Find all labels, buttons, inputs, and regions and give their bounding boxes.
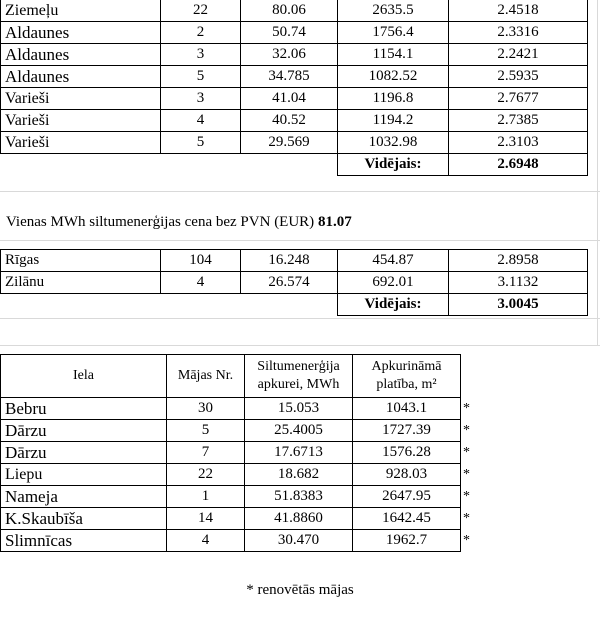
table-row [1,486,491,508]
renovated-mark: * [463,466,470,482]
area-cell: 1962.7 [353,530,461,552]
street-cell: Aldaunes [1,66,161,88]
house-number-cell: 5 [161,132,241,154]
table-row [1,464,491,486]
empty-cell [1,294,161,316]
area-cell: 1032.98 [338,132,449,154]
table-row [1,44,588,66]
area-cell: 1756.4 [338,22,449,44]
house-number-cell: 2 [161,22,241,44]
ratio-cell: 2.3316 [449,22,588,44]
footnote-renovated: * renovētās mājas [246,582,354,598]
energy-cell: 17.6713 [245,442,353,464]
table-body-3 [1,398,491,552]
table-row [1,0,588,22]
sheet-gridline [0,318,600,319]
renovated-mark: * [463,488,470,504]
street-cell: Varieši [1,132,161,154]
table-row [1,88,588,110]
house-number-cell: 14 [167,508,245,530]
house-number-cell: 4 [161,272,241,294]
ratio-cell: 3.1132 [449,272,588,294]
table-row [1,420,491,442]
average-label: Vidējais: [338,154,449,176]
header-house-number: Mājas Nr. [167,355,245,398]
header-energy: Siltumenerģija apkurei, MWh [245,355,353,398]
table-row [1,530,491,552]
table-row [1,250,588,272]
house-number-cell: 22 [161,0,241,22]
table-row [1,110,588,132]
house-number-cell: 7 [167,442,245,464]
energy-cell: 30.470 [245,530,353,552]
ratio-cell: 2.7385 [449,110,588,132]
table-header-3 [1,355,491,398]
ratio-cell: 2.2421 [449,44,588,66]
heat-price-label: Vienas MWh siltumenerģijas cena bez PVN (EUR) [6,214,315,230]
energy-cell: 25.4005 [245,420,353,442]
house-number-cell: 104 [161,250,241,272]
energy-cell: 51.8383 [245,486,353,508]
house-number-cell: 5 [167,420,245,442]
empty-cell [241,294,338,316]
energy-cell: 26.574 [241,272,338,294]
house-number-cell: 4 [161,110,241,132]
empty-cell [1,154,161,176]
average-label: Vidējais: [338,294,449,316]
area-cell: 692.01 [338,272,449,294]
area-cell: 2647.95 [353,486,461,508]
renovated-mark: * [463,444,470,460]
renovated-mark: * [463,532,470,548]
house-number-cell: 3 [161,44,241,66]
sheet-gridline [0,345,600,346]
sheet-gridline [597,0,598,345]
header-street: Iela [1,355,167,398]
ratio-cell: 2.5935 [449,66,588,88]
area-cell: 1082.52 [338,66,449,88]
empty-cell [241,154,338,176]
renovated-mark: * [463,400,470,416]
street-cell: K.Skaubīša [1,508,167,530]
street-cell: Nameja [1,486,167,508]
area-cell: 1194.2 [338,110,449,132]
street-cell: Rīgas [1,250,161,272]
average-value: 3.0045 [449,294,588,316]
street-cell: Zilānu [1,272,161,294]
energy-cell: 80.06 [241,0,338,22]
house-number-cell: 3 [161,88,241,110]
area-cell: 1196.8 [338,88,449,110]
ratio-cell: 2.4518 [449,0,588,22]
street-cell: Varieši [1,88,161,110]
average-row [1,294,588,316]
area-cell: 1642.45 [353,508,461,530]
area-cell: 2635.5 [338,0,449,22]
energy-cell: 29.569 [241,132,338,154]
area-cell: 928.03 [353,464,461,486]
table-block-1 [0,0,588,176]
street-cell: Liepu [1,464,167,486]
area-cell: 454.87 [338,250,449,272]
street-cell: Aldaunes [1,44,161,66]
table-block-2 [0,249,588,316]
average-row [1,154,588,176]
street-cell: Dārzu [1,420,167,442]
energy-cell: 34.785 [241,66,338,88]
house-number-cell: 5 [161,66,241,88]
ratio-cell: 2.7677 [449,88,588,110]
empty-cell [461,355,491,398]
house-number-cell: 4 [167,530,245,552]
house-number-cell: 30 [167,398,245,420]
street-cell: Varieši [1,110,161,132]
sheet-gridline [0,191,600,192]
heat-price-line [6,214,352,231]
energy-cell: 15.053 [245,398,353,420]
table-row [1,508,491,530]
area-cell: 1727.39 [353,420,461,442]
energy-cell: 40.52 [241,110,338,132]
energy-cell: 41.8860 [245,508,353,530]
table-row [1,66,588,88]
street-cell: Bebru [1,398,167,420]
table-row [1,398,491,420]
area-cell: 1043.1 [353,398,461,420]
area-cell: 1154.1 [338,44,449,66]
house-number-cell: 1 [167,486,245,508]
area-cell: 1576.28 [353,442,461,464]
ratio-cell: 2.3103 [449,132,588,154]
renovated-mark: * [463,510,470,526]
energy-cell: 41.04 [241,88,338,110]
energy-cell: 32.06 [241,44,338,66]
table-row [1,132,588,154]
header-row [1,355,491,398]
street-cell: Aldaunes [1,22,161,44]
table-row [1,442,491,464]
energy-cell: 16.248 [241,250,338,272]
ratio-cell: 2.8958 [449,250,588,272]
sheet-gridline [0,240,600,241]
table-body-2 [1,250,588,316]
street-cell: Slimnīcas [1,530,167,552]
empty-cell [161,294,241,316]
energy-cell: 18.682 [245,464,353,486]
average-value: 2.6948 [449,154,588,176]
table-row [1,272,588,294]
table-block-3 [0,354,491,552]
renovated-mark: * [463,422,470,438]
empty-cell [161,154,241,176]
energy-cell: 50.74 [241,22,338,44]
table-body-1 [1,0,588,176]
heat-price-value: 81.07 [317,214,352,230]
table-row [1,22,588,44]
header-area: Apkurināmā platība, m² [353,355,461,398]
house-number-cell: 22 [167,464,245,486]
street-cell: Ziemeļu [1,0,161,22]
street-cell: Dārzu [1,442,167,464]
